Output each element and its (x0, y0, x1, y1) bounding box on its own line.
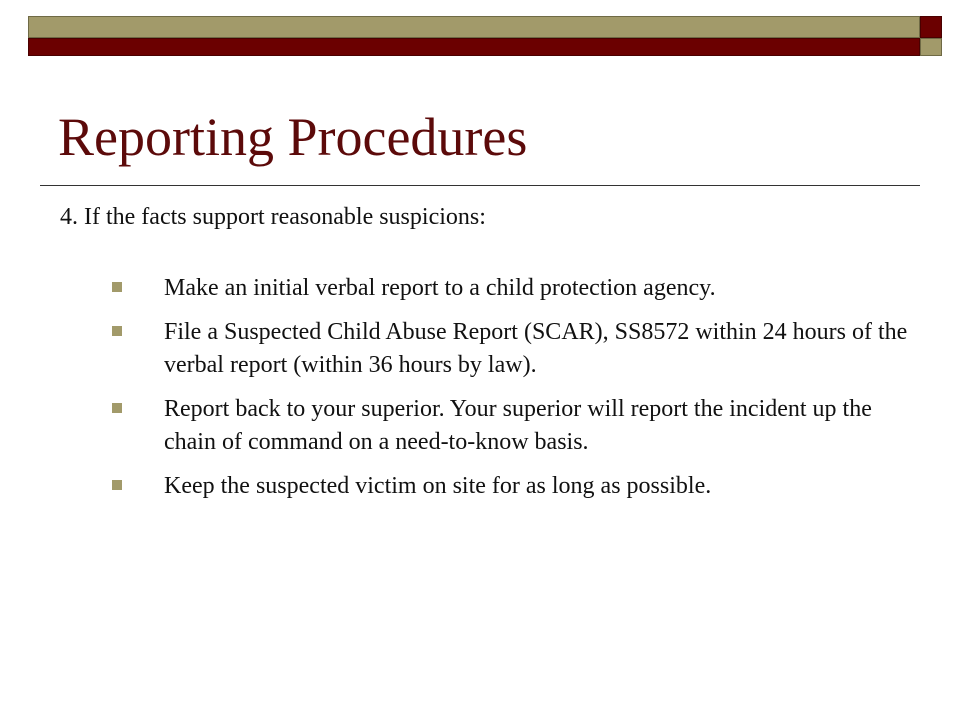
bullet-item (108, 272, 908, 304)
intro-text: 4. If the facts support reasonable suspicions: (60, 204, 486, 230)
bullet-text: File a Suspected Child Abuse Report (SCAR), SS8572 within 24 hours of the verbal report (within 36 hours by law). (164, 319, 908, 378)
bullet-text: Make an initial verbal report to a child protection agency. (164, 275, 716, 301)
bullet-list (108, 272, 908, 514)
square-bullet-icon (112, 326, 122, 336)
slide-title: Reporting Procedures (58, 107, 528, 167)
title-divider (40, 185, 920, 186)
square-bullet-icon (112, 403, 122, 413)
corner-block-maroon (920, 16, 942, 38)
header-band-olive (28, 16, 920, 38)
square-bullet-icon (112, 480, 122, 490)
bullet-item (108, 470, 908, 502)
square-bullet-icon (112, 282, 122, 292)
bullet-item (108, 316, 908, 381)
header-band-maroon (28, 38, 920, 56)
corner-block-olive (920, 38, 942, 56)
bullet-item (108, 393, 908, 458)
bullet-text: Keep the suspected victim on site for as long as possible. (164, 472, 712, 499)
bullet-text: Report back to your superior. Your superior will report the incident up the chain of command on a need-to-know basis. (164, 396, 872, 455)
